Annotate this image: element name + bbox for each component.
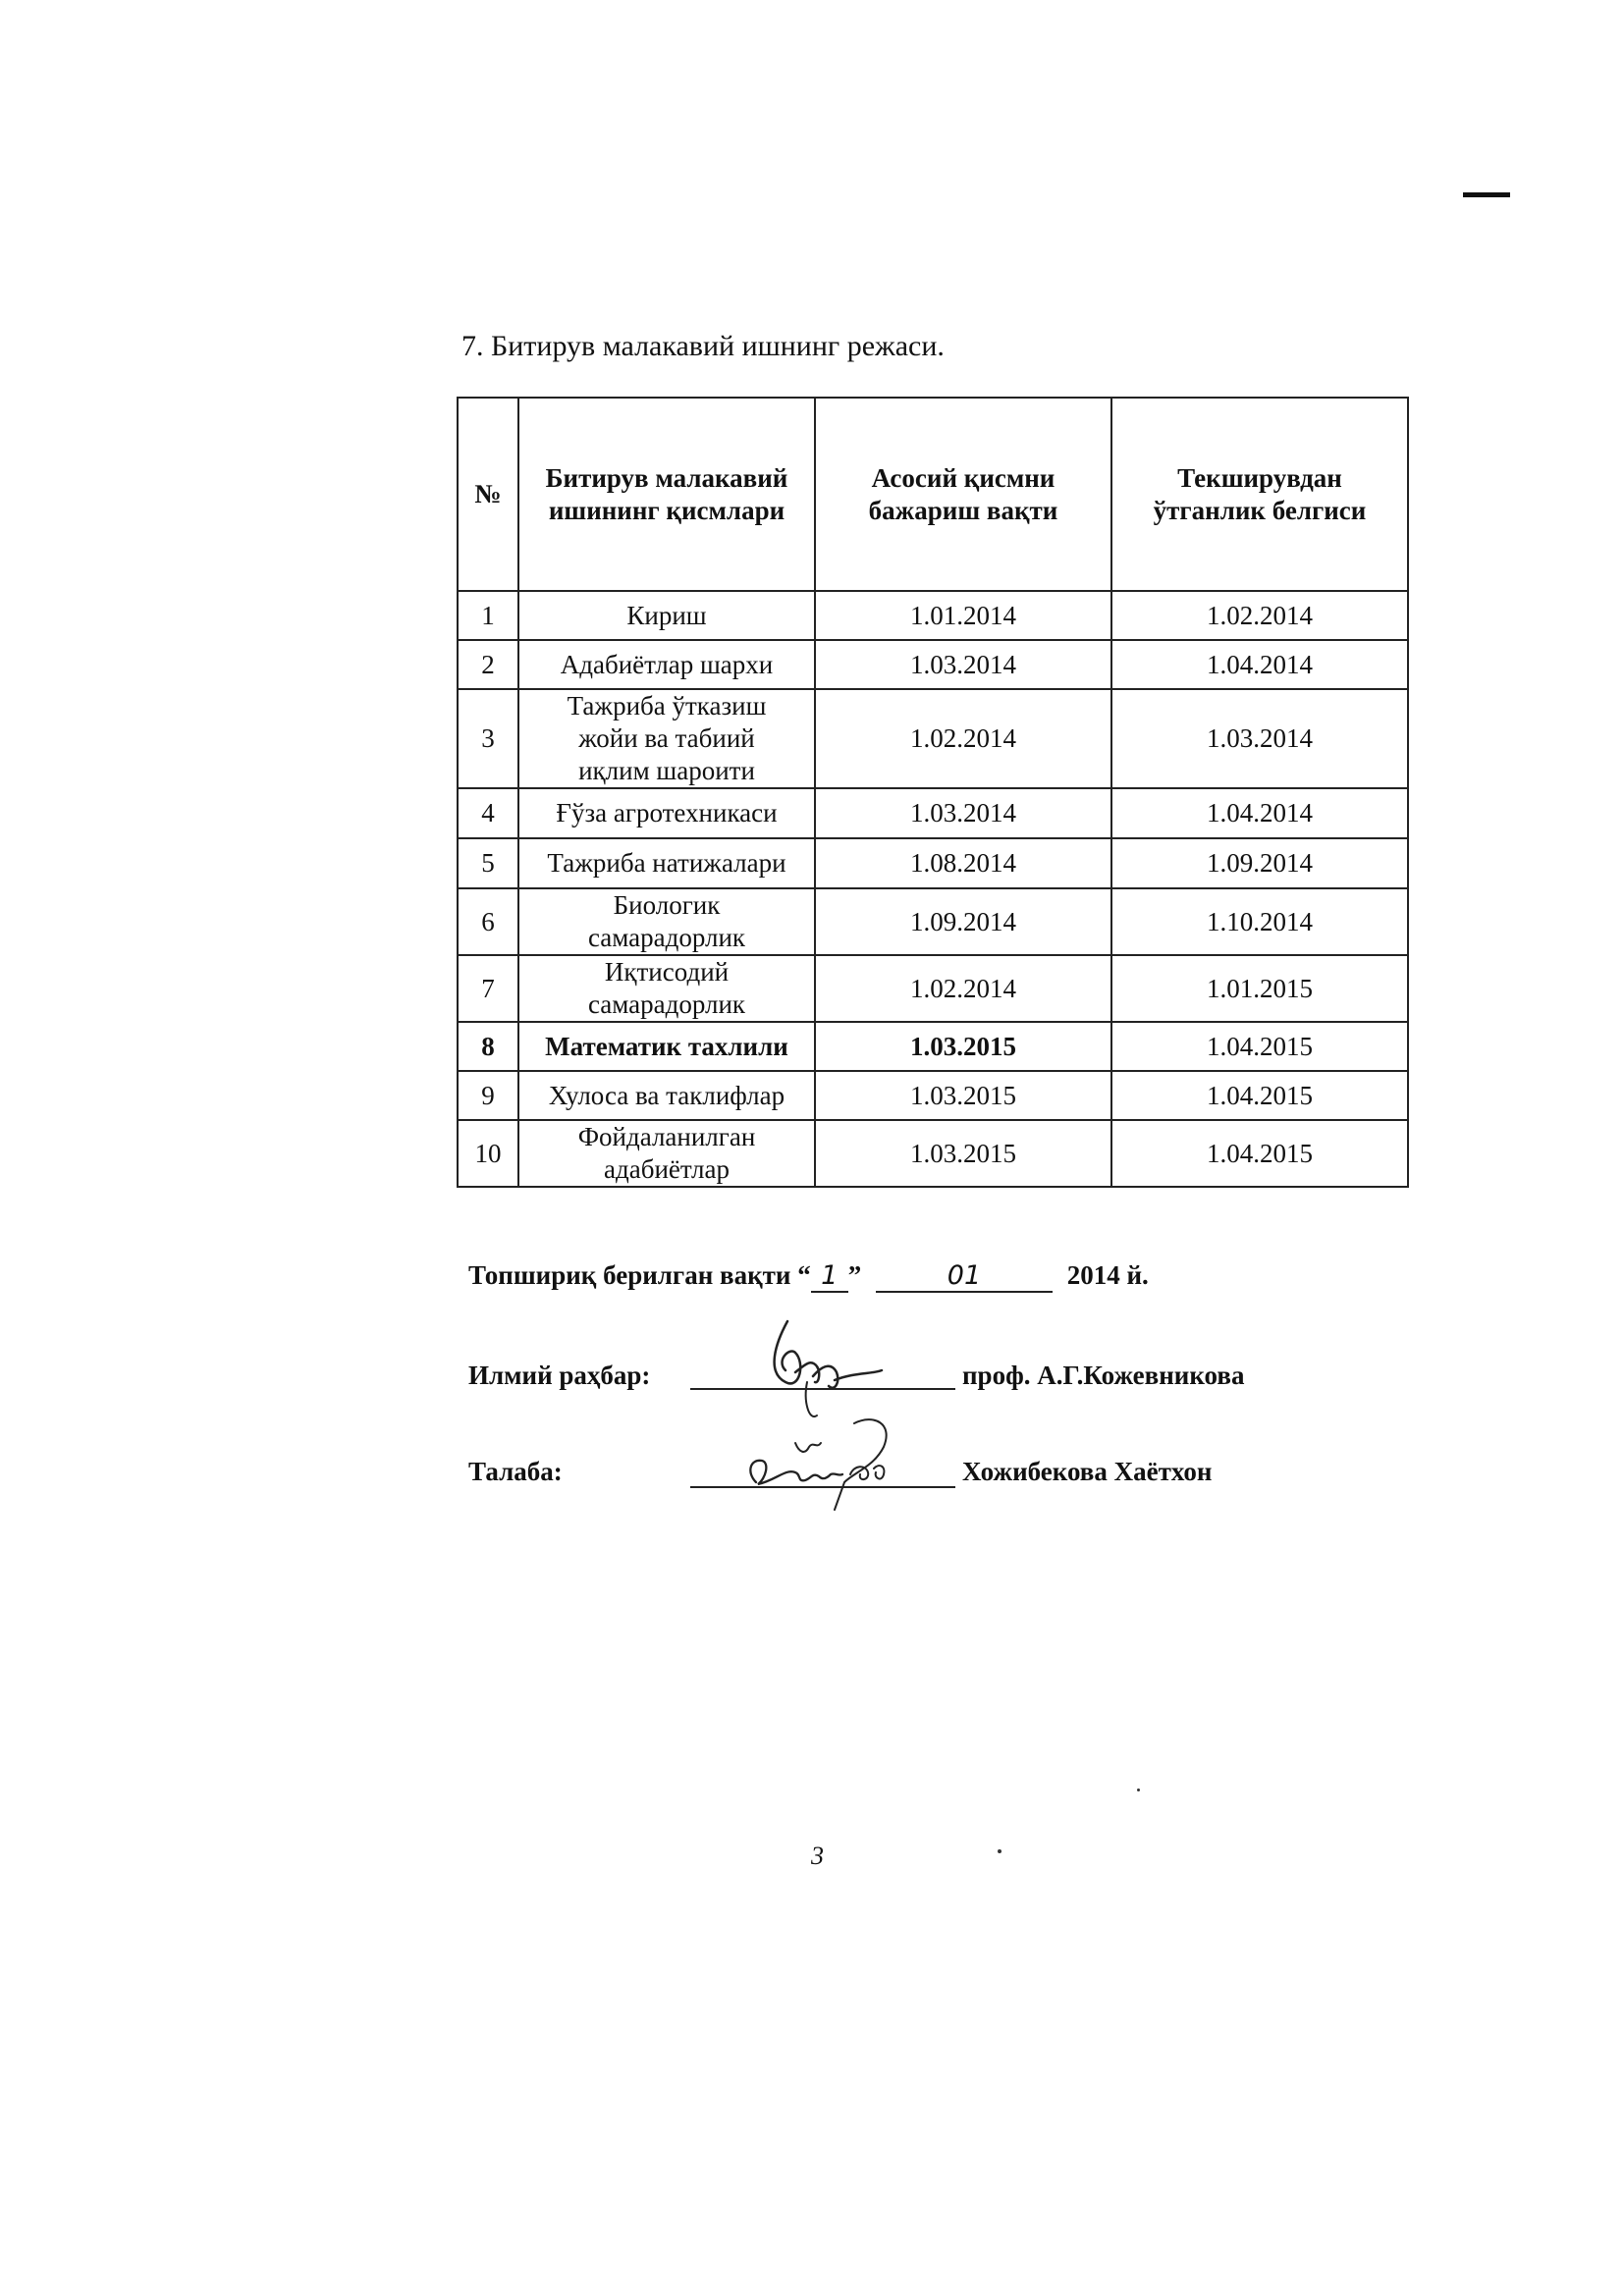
row-number: 8 [458,1022,518,1071]
row-checked: 1.04.2015 [1111,1022,1408,1071]
scan-speck [998,1849,1001,1853]
row-done: 1.02.2014 [815,955,1111,1022]
table-row [458,689,1408,788]
table-row [458,591,1408,640]
row-done: 1.03.2014 [815,788,1111,838]
row-part: Математик тахлили [518,1022,815,1071]
section-heading: 7. Битирув малакавий ишнинг режаси. [461,330,945,362]
student-name: Хожибекова Хаётхон [962,1457,1213,1486]
row-part: Тажриба ўтказиш жойи ва табиий иқлим шароити [518,689,815,788]
row-part: Иқтисодий самарадорлик [518,955,815,1022]
row-done: 1.03.2015 [815,1120,1111,1187]
row-number: 2 [458,640,518,689]
row-part: Адабиётлар шархи [518,640,815,689]
row-number: 3 [458,689,518,788]
row-number: 10 [458,1120,518,1187]
table-row [458,640,1408,689]
row-part: Биологик самарадорлик [518,888,815,955]
assignment-date [468,1260,1149,1293]
table-row [458,838,1408,888]
row-part: Кириш [518,591,815,640]
student-label: Талаба: [468,1457,563,1486]
header-checked: Текширувдан ўтганлик белгиси [1111,398,1408,591]
assignment-year: 2014 й. [1066,1260,1149,1290]
table-row [458,1022,1408,1071]
row-checked: 1.04.2015 [1111,1120,1408,1187]
row-done: 1.03.2014 [815,640,1111,689]
table-row [458,955,1408,1022]
row-part: Ғўза агротехникаси [518,788,815,838]
row-checked: 1.10.2014 [1111,888,1408,955]
row-part: Тажриба натижалари [518,838,815,888]
row-checked: 1.09.2014 [1111,838,1408,888]
row-checked: 1.04.2014 [1111,640,1408,689]
page-number: 3 [811,1842,824,1870]
row-done: 1.03.2015 [815,1022,1111,1071]
table-row [458,1120,1408,1187]
row-number: 1 [458,591,518,640]
row-checked: 1.03.2014 [1111,689,1408,788]
student-signature [736,1404,913,1512]
header-number: № [458,398,518,591]
row-number: 9 [458,1071,518,1120]
row-done: 1.01.2014 [815,591,1111,640]
row-number: 4 [458,788,518,838]
row-checked: 1.01.2015 [1111,955,1408,1022]
supervisor-name: проф. А.Г.Кожевникова [962,1361,1245,1390]
assignment-quote: ” [847,1260,862,1290]
plan-table [457,397,1409,1188]
header-part: Битирув малакавий ишининг қисмлари [518,398,815,591]
header-done: Асосий қисмни бажариш вақти [815,398,1111,591]
row-part: Хулоса ва таклифлар [518,1071,815,1120]
assignment-day: 1 [811,1260,848,1293]
row-checked: 1.02.2014 [1111,591,1408,640]
row-done: 1.09.2014 [815,888,1111,955]
row-checked: 1.04.2014 [1111,788,1408,838]
row-checked: 1.04.2015 [1111,1071,1408,1120]
assignment-label: Топшириқ берилган вақти “ [468,1260,811,1290]
table-row [458,888,1408,955]
table-row [458,788,1408,838]
row-number: 6 [458,888,518,955]
supervisor-label: Илмий раҳбар: [468,1361,651,1390]
table-header-row [458,398,1408,591]
margin-mark [1463,192,1510,197]
row-done: 1.02.2014 [815,689,1111,788]
table-row [458,1071,1408,1120]
row-number: 7 [458,955,518,1022]
row-number: 5 [458,838,518,888]
scan-speck [1137,1789,1140,1791]
assignment-month: 01 [876,1260,1053,1293]
row-done: 1.03.2015 [815,1071,1111,1120]
row-part: Фойдаланилган адабиётлар [518,1120,815,1187]
row-done: 1.08.2014 [815,838,1111,888]
